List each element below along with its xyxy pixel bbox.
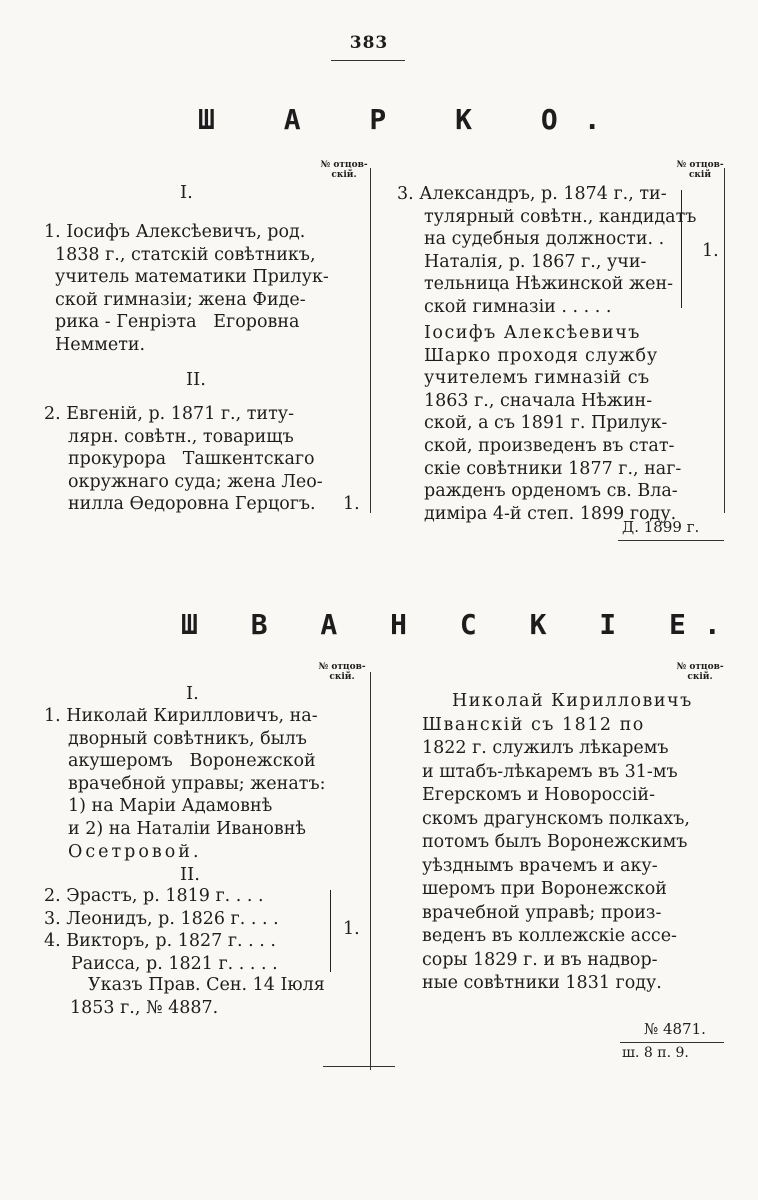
entry-line: 1) на Маріи Адамовнѣ: [68, 796, 273, 817]
note-line: и штабъ-лѣкаремъ въ 31-мъ: [422, 761, 678, 782]
entry-line: ской гимназіи . . . . .: [424, 296, 612, 317]
entry-line: 1838 г., статскій совѣтникъ,: [55, 244, 316, 265]
shvanskie-column-rule: [370, 672, 371, 1070]
shvanskie-col-header-left: № отцов- скій.: [318, 662, 366, 682]
section-shvanskie: [0, 560, 758, 1200]
note-line: уѣзднымъ врачемъ и аку-: [422, 855, 658, 876]
entry-line: и 2) на Наталіи Ивановнѣ: [68, 818, 306, 839]
sharko-col-header-right: № отцов- скій: [676, 160, 724, 180]
sharko-reference-rule: [618, 540, 724, 541]
note-line: ской, произведенъ въ стат-: [424, 435, 675, 456]
entry-line: учитель математики Прилук-: [55, 267, 329, 288]
entry-line: на судебныя должности. .: [424, 229, 665, 250]
entry-line: тельница Нѣжинской жен-: [424, 274, 674, 295]
shvanskie-sec1-heading: I.: [186, 683, 199, 704]
sharko-sec2-heading: II.: [186, 369, 206, 390]
shvanskie-decree: [70, 974, 340, 1019]
shvanskie-title-text: Ш В А Н С К І Е.: [181, 608, 739, 641]
sharko-entry1: [44, 221, 329, 357]
shvanskie-brace-icon: [325, 890, 331, 972]
sharko-entry3: [397, 183, 697, 319]
note-line: скіе совѣтники 1877 г., наг-: [424, 458, 682, 479]
entry-line: врачебной управы; женатъ:: [68, 773, 326, 794]
shvanskie-reference-2: ш. 8 п. 9.: [622, 1045, 689, 1061]
note-line: ской, а съ 1891 г. Прилук-: [424, 413, 668, 434]
sharko-column-rule: [370, 168, 371, 513]
note-line: ные совѣтники 1831 году.: [422, 973, 662, 993]
entry-line: нилла Ѳедоровна Герцогъ.: [68, 494, 316, 515]
entry-line: прокурора Ташкентскаго: [68, 449, 315, 470]
entry-line: тулярный совѣтн., кандидатъ: [424, 206, 697, 227]
sharko-right-rule: [724, 168, 725, 513]
entry-line: 1. Іосифъ Алексѣевичъ, род.: [44, 222, 306, 242]
shvanskie-sec2-heading: II.: [180, 864, 200, 885]
entry-line: 2. Эрастъ, р. 1819 г. . . .: [44, 886, 264, 906]
note-line: Іосифъ Алексѣевичъ: [424, 323, 641, 343]
note-line: 1822 г. служилъ лѣкаремъ: [422, 738, 669, 758]
note-line: потомъ былъ Воронежскимъ: [422, 832, 688, 852]
entry-line: дворный совѣтникъ, былъ: [68, 728, 307, 749]
entry-line: 4. Викторъ, р. 1827 г. . . .: [44, 931, 276, 952]
sharko-reference: Д. 1899 г.: [622, 518, 700, 536]
note-line: ражденъ орденомъ св. Вла-: [424, 481, 678, 502]
entry-line: 2. Евгеній, р. 1871 г., титу-: [44, 404, 294, 424]
page-number: 383: [349, 33, 389, 53]
entry-line: 3. Александръ, р. 1874 г., ти-: [397, 184, 667, 204]
note-line: учителемъ гимназій съ: [424, 368, 650, 389]
note-line: Николай Кирилловичъ: [452, 691, 693, 711]
shvanskie-title: [181, 608, 739, 641]
sharko-col-header-left: № отцов- скій.: [320, 160, 368, 180]
shvanskie-entry1: [44, 705, 334, 863]
shvanskie-reference-rule: [620, 1042, 724, 1043]
footer-rule: [323, 1066, 395, 1067]
entry-line: 3. Леонидъ, р. 1826 г. . . .: [44, 908, 279, 929]
entry-line: рика - Генріэта Егоровна: [55, 312, 300, 333]
decree-line: 1853 г., № 4887.: [70, 997, 219, 1018]
entry-line: Наталія, р. 1867 г., учи-: [424, 251, 647, 272]
note-line: Шарко проходя службу: [424, 345, 658, 366]
entry-line: Неммети.: [55, 334, 146, 355]
decree-line: Указъ Прав. Сен. 14 Іюля: [88, 975, 325, 995]
sharko-sec1-heading: I.: [180, 182, 193, 203]
sharko-note: [424, 322, 694, 525]
entry-line: окружнаго суда; жена Лео-: [68, 471, 323, 492]
note-line: врачебной управѣ; произ-: [422, 902, 662, 923]
sharko-title-text: Ш А Р К О.: [198, 103, 627, 136]
note-line: диміра 4-й степ. 1899 году.: [424, 503, 677, 524]
shvanskie-entry2: [44, 885, 334, 975]
entry-line: Раисса, р. 1821 г. . . . .: [71, 953, 278, 974]
note-line: Егерскомъ и Новороссій-: [422, 785, 656, 805]
note-line: шеромъ при Воронежской: [422, 879, 667, 899]
shvanskie-entry2-number: 1.: [343, 919, 360, 939]
section-sharko: [0, 0, 758, 560]
shvanskie-note: [422, 690, 712, 996]
entry-line: акушеромъ Воронежской: [68, 751, 316, 772]
sharko-title: [198, 103, 627, 136]
shvanskie-col-header-right: № отцов- скій.: [676, 662, 724, 682]
note-line: скомъ драгунскомъ полкахъ,: [422, 808, 690, 829]
note-line: 1863 г., сначала Нѣжин-: [424, 390, 653, 411]
note-line: соры 1829 г. и въ надвор-: [422, 949, 658, 970]
sharko-brace-icon: [676, 190, 682, 308]
entry-line: лярн. совѣтн., товарищъ: [68, 426, 294, 447]
sharko-entry2: [44, 403, 334, 516]
sharko-entry3-number: 1.: [702, 241, 719, 261]
shvanskie-reference-1: № 4871.: [644, 1020, 706, 1038]
entry-line: ской гимназіи; жена Фиде-: [55, 289, 306, 310]
note-line: веденъ въ коллежскіе ассе-: [422, 926, 677, 946]
sharko-entry2-number: 1.: [343, 494, 360, 514]
note-line: Шванскій съ 1812 по: [422, 714, 645, 735]
entry-line: Осетровой.: [68, 841, 202, 862]
entry-line: 1. Николай Кирилловичъ, на-: [44, 706, 318, 726]
